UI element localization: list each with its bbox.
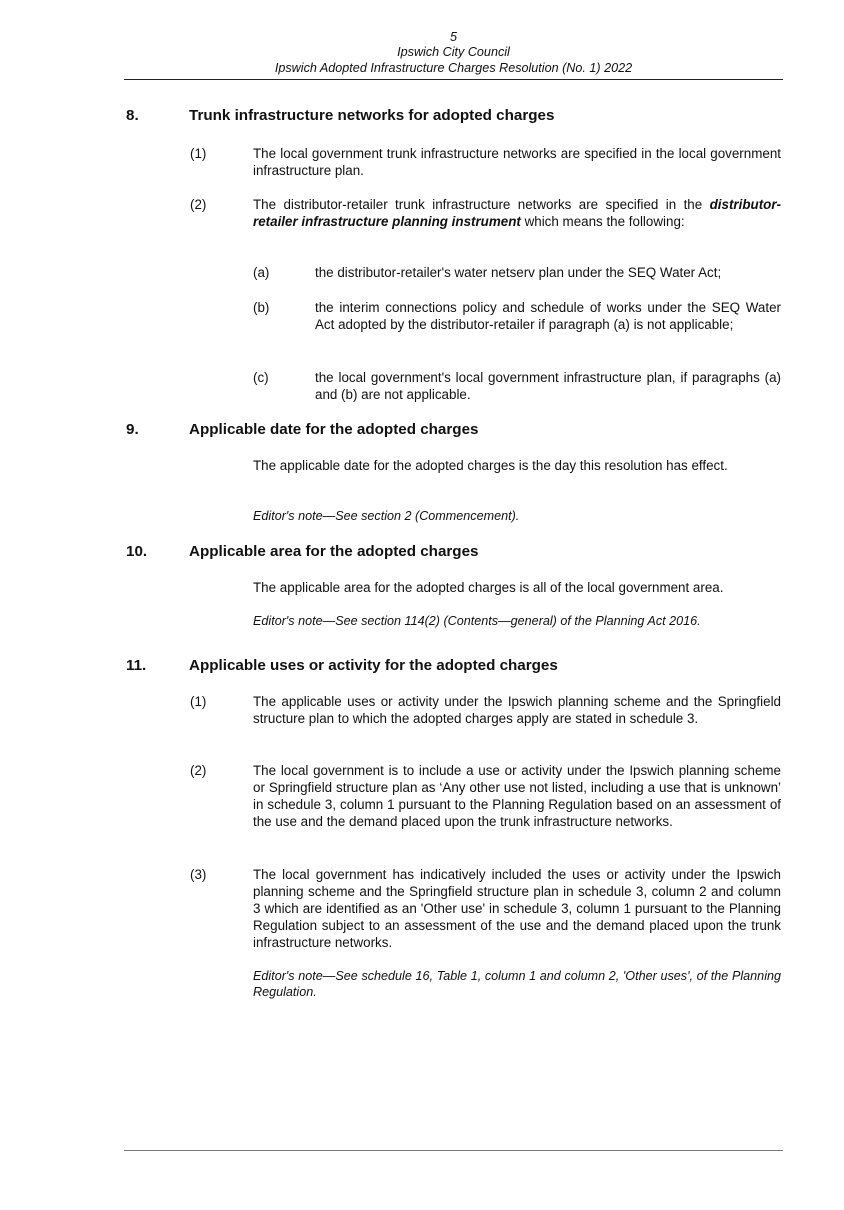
section-8-sub-1-label: (1) xyxy=(190,146,207,161)
item-a-text: the distributor-retailer's water netserv plan under the SEQ Water Act; xyxy=(315,265,722,280)
section-8-sub-2-text-before: The distributor-retailer trunk infrastructure networks are specified in the xyxy=(253,197,710,212)
section-11-sub-2-text: The local government is to include a use or activity under the Ipswich planning scheme or Springfield structure plan as ‘Any other use not listed, including a use that is unknown’ in schedule 3, column 1 pursuant to the Planning Regulation based on an assessment of the use and the demand placed upon the trunk infrastructure networks. xyxy=(253,763,781,829)
section-11-sub-2-label: (2) xyxy=(190,763,207,778)
section-9-title: Applicable date for the adopted charges xyxy=(189,421,479,438)
section-10-title: Applicable area for the adopted charges xyxy=(189,543,479,560)
section-8-sub-2-label: (2) xyxy=(190,197,207,212)
section-11-sub-1-text: The applicable uses or activity under the Ipswich planning scheme and the Springfield structure plan to which the adopted charges apply are stated in schedule 3. xyxy=(253,694,781,726)
section-11-sub-3-text: The local government has indicatively included the uses or activity under the Ipswich planning scheme and the Springfield structure plan in schedule 3, column 2 and column 3 which are identified as an 'Other use' in schedule 3, column 1 pursuant to the Planning Regulation subject to an assessment of the use and the demand placed upon the trunk infrastructure networks. xyxy=(253,867,781,950)
section-8-sub-2-text xyxy=(253,196,781,230)
page-number: 5 xyxy=(449,30,457,44)
section-11-sub-3-label: (3) xyxy=(190,867,207,882)
section-11-number: 11. xyxy=(126,657,147,674)
section-10-number: 10. xyxy=(126,543,148,560)
header-divider xyxy=(124,79,783,80)
section-11-editor-note: Editor's note—See schedule 16, Table 1, column 1 and column 2, 'Other uses', of the Planning Regulation. xyxy=(253,969,781,999)
section-8-number: 8. xyxy=(126,107,139,124)
footer-divider xyxy=(124,1150,783,1151)
section-9-editor-note: Editor's note—See section 2 (Commencement). xyxy=(253,509,520,523)
section-8-sub-2-text-after: which means the following: xyxy=(520,214,685,229)
page-header xyxy=(124,30,783,76)
document-title: Ipswich Adopted Infrastructure Charges Resolution (No. 1) 2022 xyxy=(274,60,633,75)
section-9-number: 9. xyxy=(126,421,139,438)
section-10-text: The applicable area for the adopted charges is all of the local government area. xyxy=(253,580,724,595)
section-8-sub-1-text: The local government trunk infrastructure networks are specified in the local government infrastructure plan. xyxy=(253,146,781,178)
section-9-text: The applicable date for the adopted charges is the day this resolution has effect. xyxy=(253,458,728,473)
item-c-label: (c) xyxy=(253,370,269,385)
section-11-title: Applicable uses or activity for the adopted charges xyxy=(189,657,558,674)
section-10-editor-note: Editor's note—See section 114(2) (Contents—general) of the Planning Act 2016. xyxy=(253,614,701,628)
council-name: Ipswich City Council xyxy=(397,45,510,60)
item-b-label: (b) xyxy=(253,300,270,315)
section-11-sub-1-label: (1) xyxy=(190,694,207,709)
defined-term: distributor-retailer infrastructure planning instrument xyxy=(253,197,781,229)
item-b-text: the interim connections policy and schedule of works under the SEQ Water Act adopted by the distributor-retailer if paragraph (a) is not applicable; xyxy=(315,300,781,332)
item-c-text: the local government's local government infrastructure plan, if paragraphs (a) and (b) are not applicable. xyxy=(315,370,781,402)
section-8-title: Trunk infrastructure networks for adopted charges xyxy=(189,107,555,124)
item-a-label: (a) xyxy=(253,265,270,280)
